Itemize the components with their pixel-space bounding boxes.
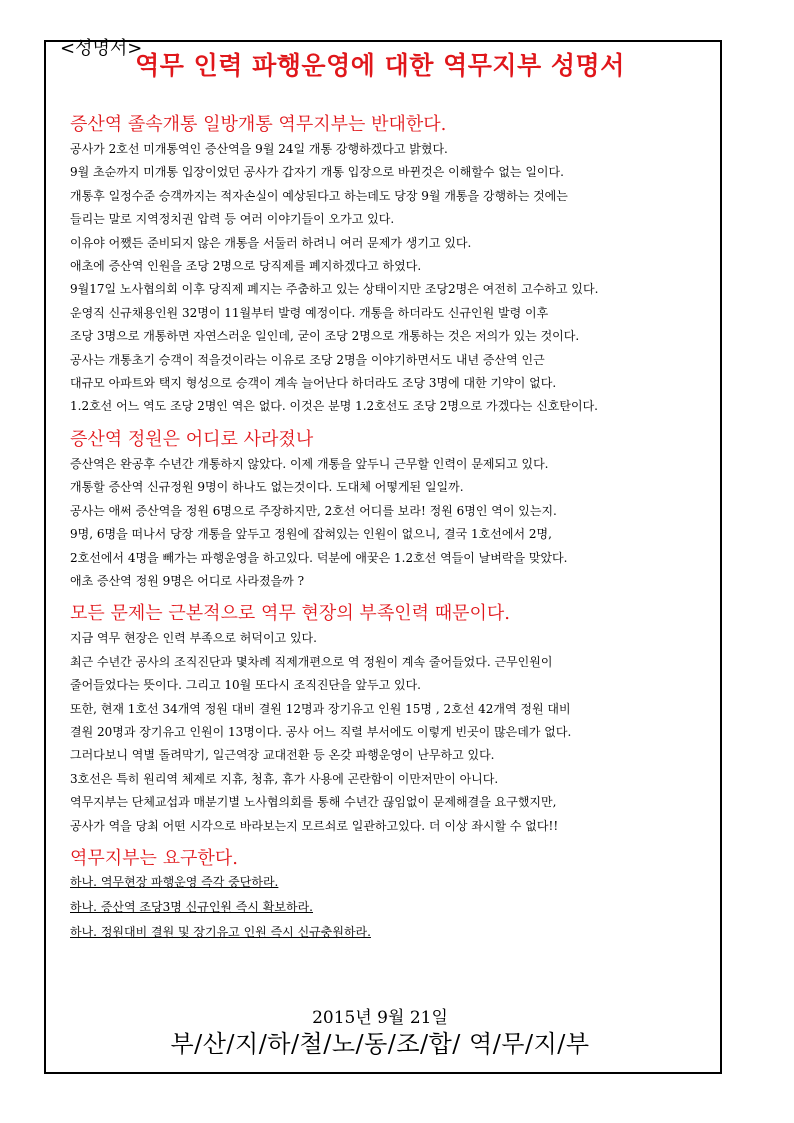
body-line: 개통할 증산역 신규정원 9명이 하나도 없는것이다. 도대체 어떻게된 일일까. [70, 480, 464, 495]
document-type-tag: <성명서> [60, 38, 143, 59]
body-line: 조당 3명으로 개통하면 자연스러운 일인데, 굳이 조당 2명으로 개통하는 것은 저의가 있는 것이다. [70, 329, 580, 344]
body-line: 3호선은 특히 원리역 체제로 지휴, 청휴, 휴가 사용에 곤란함이 이만저만이 아니다. [70, 771, 499, 786]
body-line: 공사는 애써 증산역을 정원 6명으로 주장하지만, 2호선 어디를 보라! 정원 6명인 역이 있는지. [70, 503, 557, 518]
section-heading: 모든 문제는 근본적으로 역무 현장의 부족인력 때문이다. [70, 603, 510, 625]
section-jeungsan-opening [70, 112, 710, 419]
body-line: 역무지부는 단체교섭과 매분기별 노사협의회를 통해 수년간 끊임없이 문제해결을 요구했지만, [70, 795, 557, 810]
section-body [70, 627, 710, 838]
body-line: 애초에 증산역 인원을 조당 2명으로 당직제를 폐지하겠다고 하였다. [70, 259, 422, 274]
body-line: 애초 증산역 정원 9명은 어디로 사라졌을까 ? [70, 573, 305, 588]
section-demands [70, 846, 710, 942]
demand-item: 하나. 역무현장 파행운영 즉각 중단하라. [70, 874, 279, 889]
section-jeungsan-staffing [70, 427, 710, 593]
body-line: 공사가 2호선 미개통역인 증산역을 9월 24일 개통 강행하겠다고 밝혔다. [70, 142, 448, 156]
section-heading: 증산역 졸속개통 일방개통 역무지부는 반대한다. [70, 114, 447, 135]
issue-date: 2015년 9월 21일 [312, 1008, 448, 1028]
body-line: 증산역은 완공후 수년간 개통하지 않았다. 이제 개통을 앞두니 근무할 인력이 문제되고 있다. [70, 456, 549, 471]
document-title: 역무 인력 파행운영에 대한 역무지부 성명서 [135, 51, 625, 80]
body-line: 운영직 신규채용인원 32명이 11월부터 발령 예정이다. 개통을 하더라도 신규인원 발령 이후 [70, 305, 549, 320]
section-body [70, 138, 710, 419]
document-body [70, 112, 710, 947]
body-line: 개통후 일정수준 승객까지는 적자손실이 예상된다고 하는데도 당장 9월 개통을 강행하는 것에는 [70, 188, 568, 203]
body-line: 줄어들었다는 뜻이다. 그리고 10월 또다시 조직진단을 앞두고 있다. [70, 678, 421, 693]
section-body [70, 453, 710, 593]
demand-item: 하나. 증산역 조당3명 신규인원 즉시 확보하라. [70, 899, 313, 914]
body-line: 공사는 개통초기 승객이 적을것이라는 이유로 조당 2명을 이야기하면서도 내년 증산역 인근 [70, 352, 545, 367]
body-line: 9월 초순까지 미개통 입장이었던 공사가 갑자기 개통 입장으로 바뀐것은 이해할수 없는 일이다. [70, 165, 564, 180]
body-line: 공사가 역을 당최 어떤 시각으로 바라보는지 모르쇠로 일관하고있다. 더 이상 좌시할 수 없다!! [70, 818, 559, 833]
section-staff-shortage [70, 601, 710, 838]
issuing-organization: 부/산/지/하/철/노/동/조/합/ 역/무/지/부 [170, 1030, 590, 1058]
body-line: 2호선에서 4명을 빼가는 파행운영을 하고있다. 덕분에 애꿎은 1.2호선 역들이 날벼락을 맞았다. [70, 550, 568, 565]
body-line: 그러다보니 역별 돌려막기, 일근역장 교대전환 등 온갖 파행운영이 난무하고 있다. [70, 748, 495, 763]
body-line: 최근 수년간 공사의 조직진단과 몇차례 직제개편으로 역 정원이 계속 줄어들었다. 근무인원이 [70, 654, 553, 669]
body-line: 또한, 현재 1호선 34개역 정원 대비 결원 12명과 장기유고 인원 15명 , 2호선 42개역 정원 대비 [70, 701, 571, 716]
body-line: 9월17일 노사협의회 이후 당직제 폐지는 주춤하고 있는 상태이지만 조당2명은 여전히 고수하고 있다. [70, 282, 599, 297]
body-line: 결원 20명과 장기유고 인원이 13명이다. 공사 어느 직렬 부서에도 이렇게 빈곳이 많은데가 없다. [70, 724, 572, 739]
body-line: 들리는 말로 지역정치권 압력 등 여러 이야기들이 오가고 있다. [70, 212, 395, 227]
body-line: 1.2호선 어느 역도 조당 2명인 역은 없다. 이것은 분명 1.2호선도 조당 2명으로 가겠다는 신호탄이다. [70, 399, 598, 414]
body-line: 지금 역무 현장은 인력 부족으로 허덕이고 있다. [70, 631, 317, 646]
demand-item: 하나. 정원대비 결원 및 장기유고 인원 즉시 신규충원하라. [70, 924, 371, 939]
body-line: 대규모 아파트와 택지 형성으로 승객이 계속 늘어난다 하더라도 조당 3명에 대한 기약이 없다. [70, 376, 557, 391]
section-heading: 증산역 정원은 어디로 사라졌나 [70, 428, 314, 450]
body-line: 이유야 어쨌든 준비되지 않은 개통을 서둘러 하려니 여러 문제가 생기고 있다. [70, 235, 472, 250]
section-heading: 역무지부는 요구한다. [70, 847, 238, 869]
body-line: 9명, 6명을 떠나서 당장 개통을 앞두고 정원에 잡혀있는 인원이 없으니, 결국 1호선에서 2명, [70, 527, 552, 542]
